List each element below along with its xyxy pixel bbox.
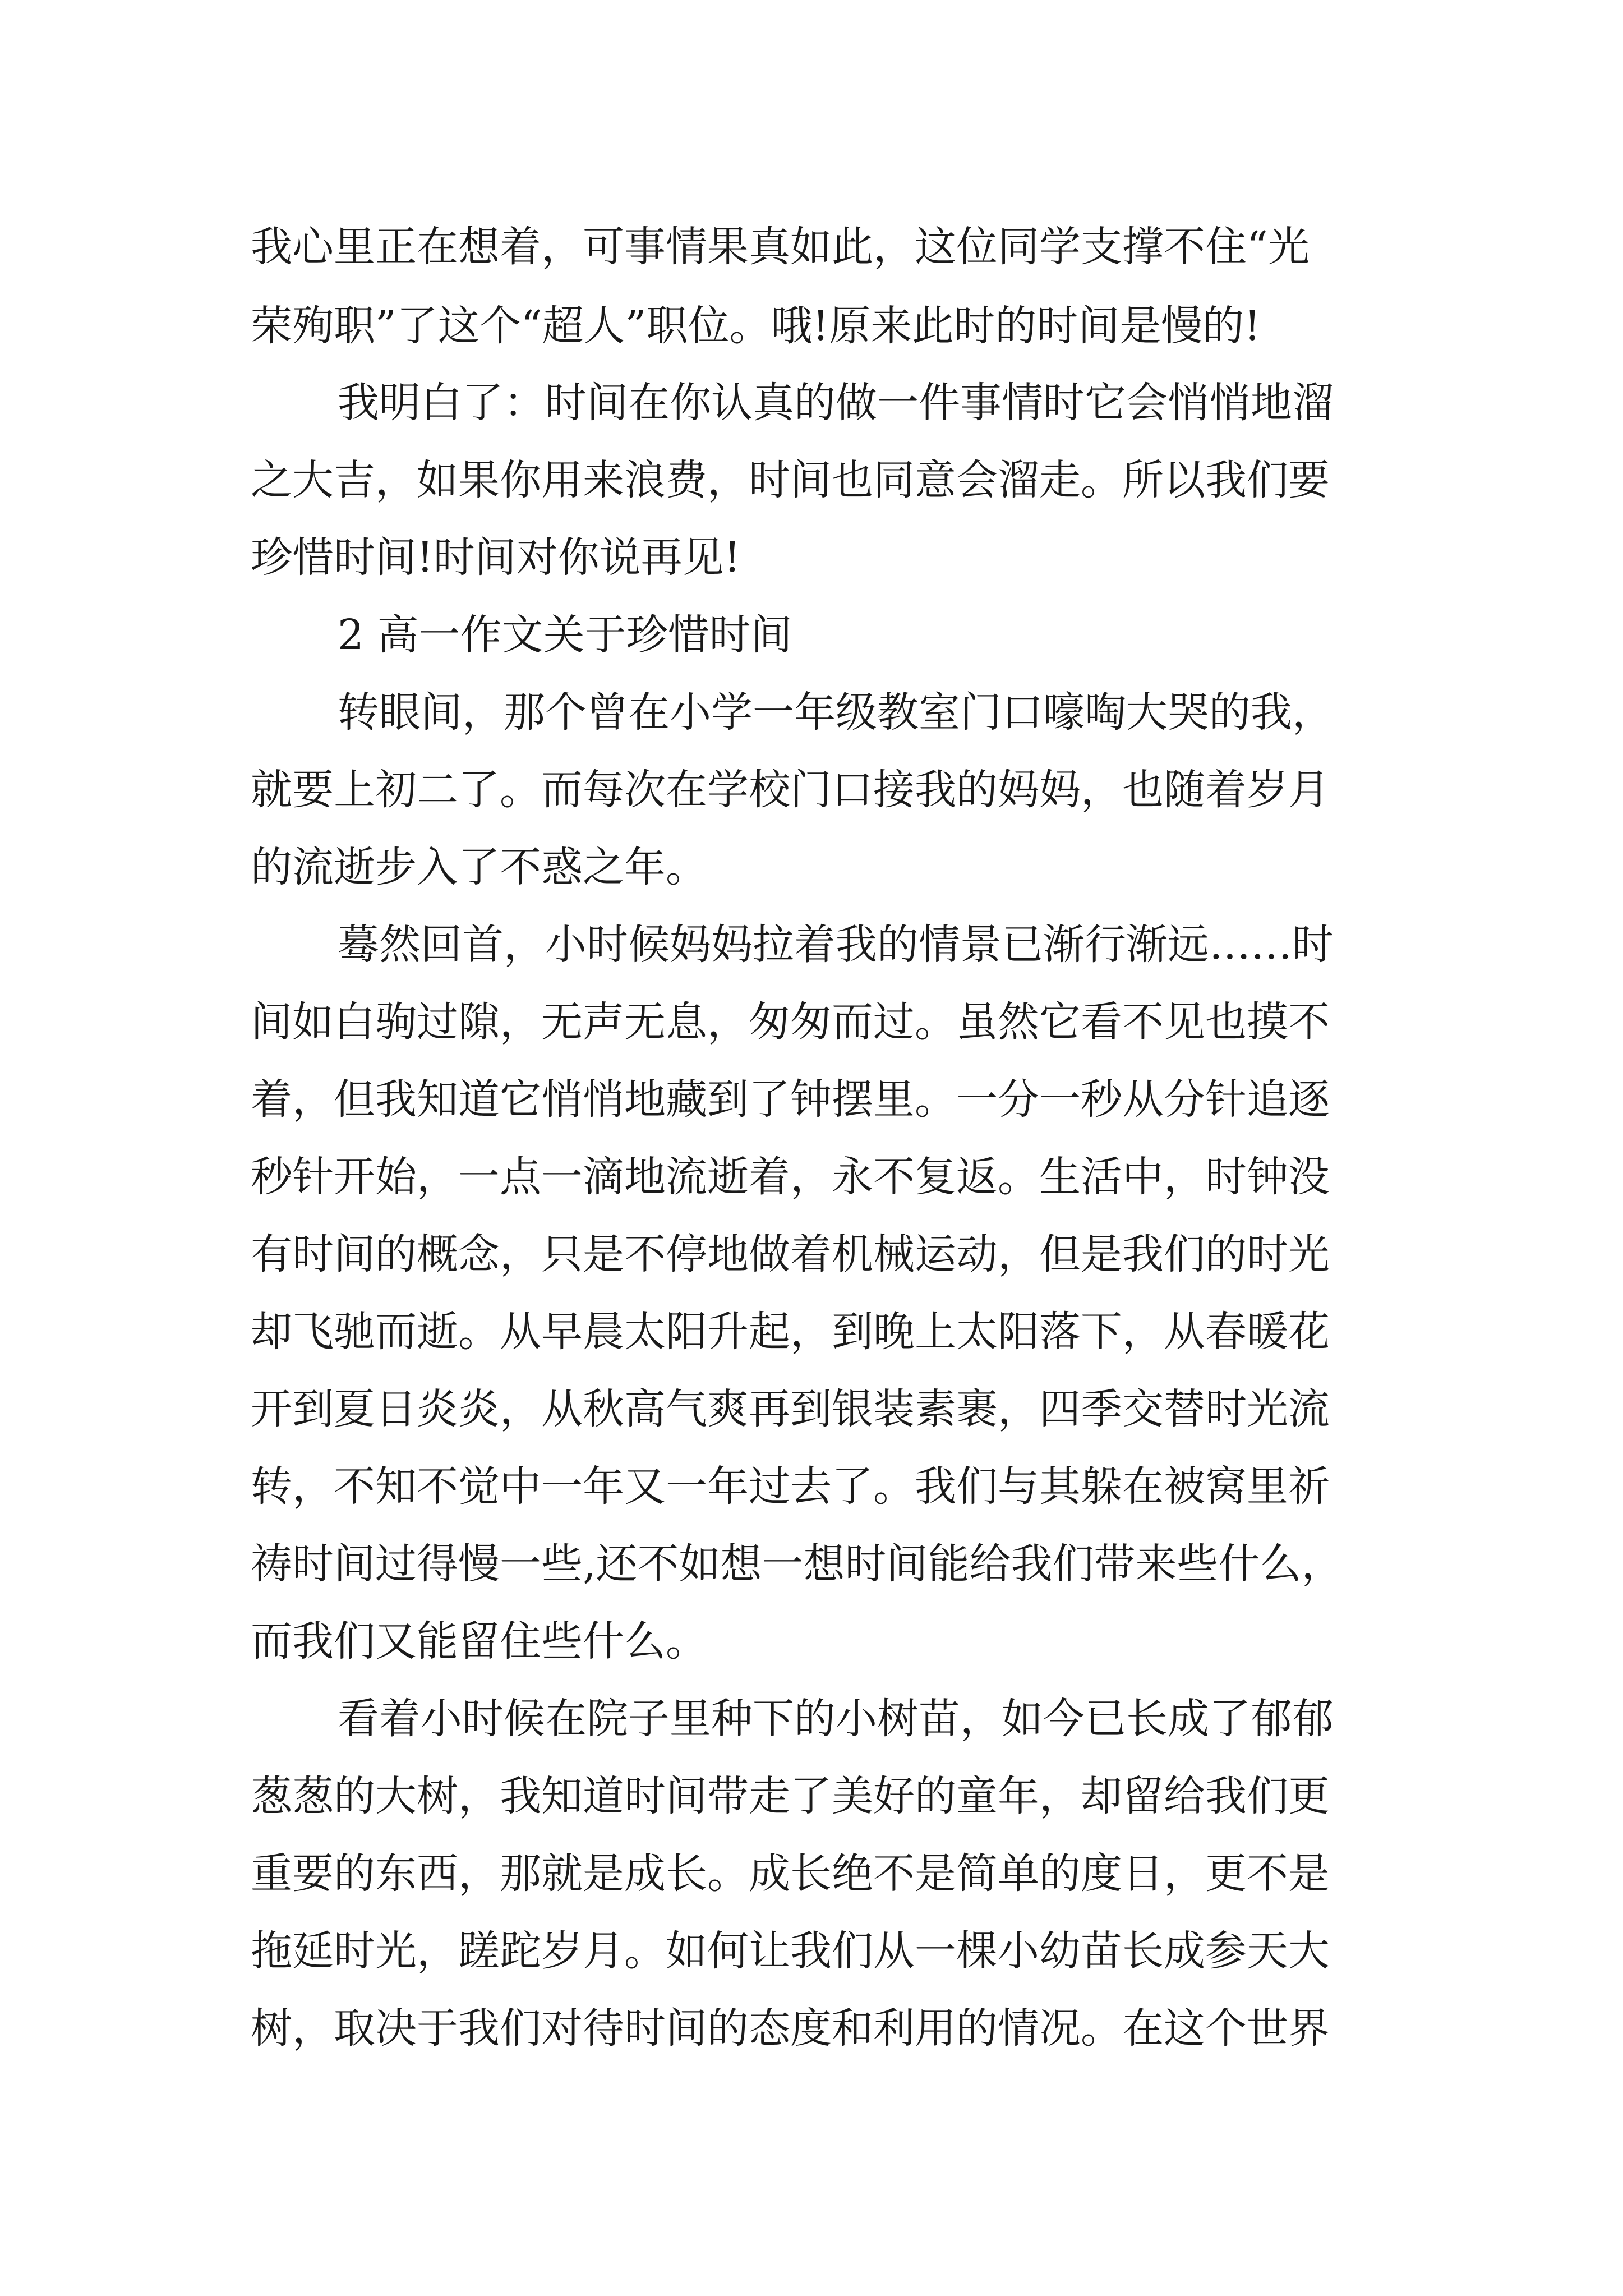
text-line: 葱葱的大树，我知道时间带走了美好的童年，却留给我们更 (251, 1772, 1330, 1820)
text-line: 间如白驹过隙，无声无息，匆匆而过。虽然它看不见也摸不 (251, 998, 1330, 1046)
text-line: 祷时间过得慢一些,还不如想一想时间能给我们带来些什么， (251, 1540, 1343, 1588)
text-line: 我心里正在想着，可事情果真如此，这位同学支撑不住“光 (251, 223, 1310, 271)
text-line: 有时间的概念，只是不停地做着机械运动，但是我们的时光 (251, 1230, 1330, 1278)
text-line: 珍惜时间!时间对你说再见! (251, 533, 741, 582)
text-line: 我明白了：时间在你认真的做一件事情时它会悄悄地溜 (338, 379, 1334, 427)
text-line: 拖延时光，蹉跎岁月。如何让我们从一棵小幼苗长成参天大 (251, 1927, 1330, 1975)
text-line: 看着小时候在院子里种下的小树苗，如今已长成了郁郁 (338, 1695, 1334, 1743)
text-line: 蓦然回首，小时候妈妈拉着我的情景已渐行渐远……时 (338, 921, 1334, 969)
section-heading: 2 高一作文关于珍惜时间 (338, 611, 792, 659)
text-line: 之大吉，如果你用来浪费，时间也同意会溜走。所以我们要 (251, 456, 1330, 504)
text-line: 荣殉职”了这个“超人”职位。哦!原来此时的时间是慢的! (251, 302, 1261, 350)
text-line: 开到夏日炎炎，从秋高气爽再到银装素裹，四季交替时光流 (251, 1385, 1330, 1433)
text-line: 秒针开始，一点一滴地流逝着，永不复返。生活中，时钟没 (251, 1153, 1330, 1201)
text-line: 转眼间，那个曾在小学一年级教室门口嚎啕大哭的我， (338, 688, 1334, 737)
text-line: 树，取决于我们对待时间的态度和利用的情况。在这个世界 (251, 2004, 1330, 2053)
text-line: 却飞驰而逝。从早晨太阳升起，到晚上太阳落下，从春暖花 (251, 1308, 1330, 1356)
text-line: 就要上初二了。而每次在学校门口接我的妈妈，也随着岁月 (251, 766, 1330, 814)
text-line: 重要的东西，那就是成长。成长绝不是简单的度日，更不是 (251, 1849, 1330, 1898)
text-line: 的流逝步入了不惑之年。 (251, 843, 707, 891)
text-line: 着，但我知道它悄悄地藏到了钟摆里。一分一秒从分针追逐 (251, 1075, 1330, 1124)
text-line: 转，不知不觉中一年又一年过去了。我们与其躲在被窝里祈 (251, 1462, 1330, 1511)
text-line: 而我们又能留住些什么。 (251, 1617, 707, 1665)
